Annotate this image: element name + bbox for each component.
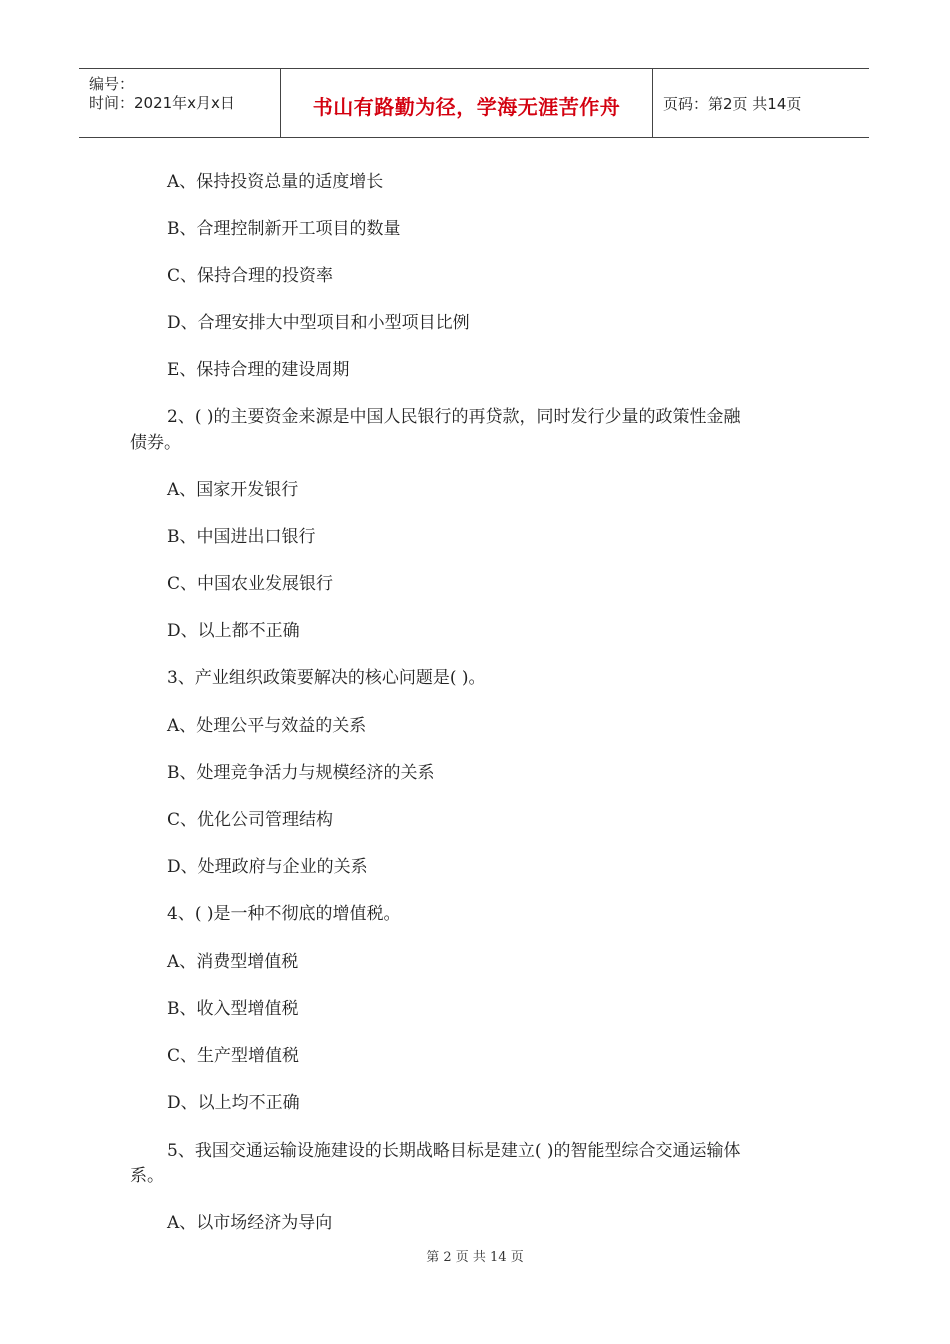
option-line: B、合理控制新开工项目的数量 [167,219,401,239]
header-motto-cell [281,69,653,137]
header-meta-cell [79,69,281,137]
header-page-cell [653,69,869,137]
option-line: A、消费型增值税 [167,952,299,972]
page-header [79,68,869,138]
option-line: D、合理安排大中型项目和小型项目比例 [167,313,470,333]
question-line: 4、( )是一种不彻底的增值税。 [167,904,401,924]
question-line: 2、( )的主要资金来源是中国人民银行的再贷款，同时发行少量的政策性金融 [167,407,741,427]
serial-number-label: 编号： [89,75,135,93]
question-line: 3、产业组织政策要解决的核心问题是( )。 [167,668,486,688]
option-line: D、以上都不正确 [167,621,300,641]
page-footer: 第 2 页 共 14 页 [426,1250,524,1265]
option-line: E、保持合理的建设周期 [167,360,350,380]
date-line: 时间：2021年x月x日 [89,94,235,112]
question-continuation: 系。 [130,1166,164,1186]
motto-text: 书山有路勤为径，学海无涯苦作舟 [312,95,621,119]
option-line: C、优化公司管理结构 [167,810,334,830]
option-line: D、以上均不正确 [167,1093,300,1113]
question-continuation: 债券。 [130,433,181,453]
question-line: 5、我国交通运输设施建设的长期战略目标是建立( )的智能型综合交通运输体 [167,1141,741,1161]
option-line: A、保持投资总量的适度增长 [167,172,384,192]
option-line: A、处理公平与效益的关系 [167,716,367,736]
option-line: A、国家开发银行 [167,480,299,500]
option-line: C、中国农业发展银行 [167,574,334,594]
option-line: B、处理竞争活力与规模经济的关系 [167,763,435,783]
option-line: D、处理政府与企业的关系 [167,857,368,877]
option-line: A、以市场经济为导向 [167,1213,333,1233]
option-line: C、保持合理的投资率 [167,266,334,286]
option-line: B、中国进出口银行 [167,527,316,547]
page-number-info: 页码：第2页 共14页 [663,95,802,113]
option-line: C、生产型增值税 [167,1046,300,1066]
option-line: B、收入型增值税 [167,999,299,1019]
